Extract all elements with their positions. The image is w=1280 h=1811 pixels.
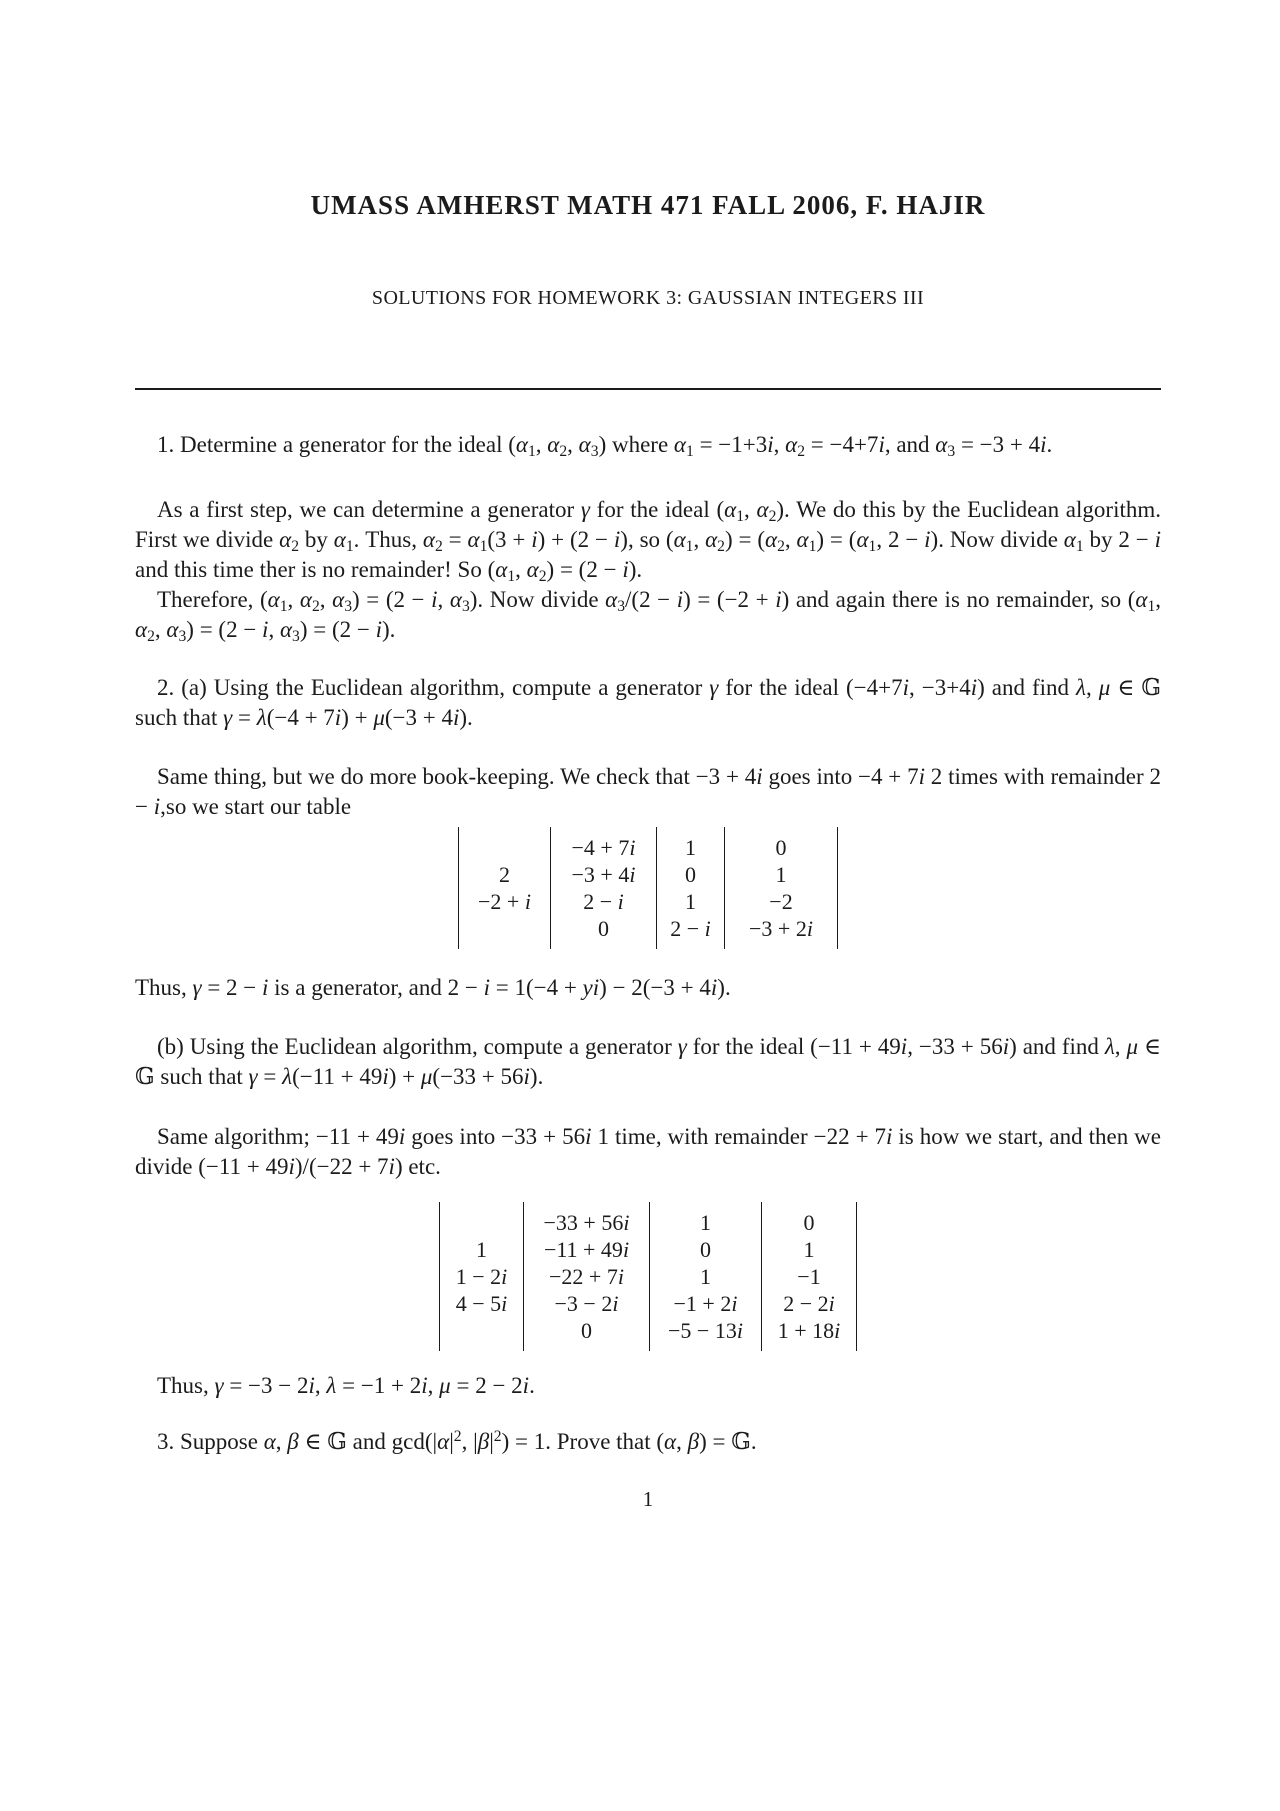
page-number: 1	[642, 1487, 654, 1511]
table-cell: 4 − 5i	[439, 1290, 523, 1317]
table-cell	[458, 827, 550, 861]
solution-2a-intro: Same thing, but we do more book-keeping. We check that −3 + 4i goes into −4 + 7i 2 times with remainder 2 − i,so we start our table	[135, 764, 1161, 819]
table-cell: −1	[761, 1263, 857, 1290]
table-cell: −5 − 13i	[649, 1317, 761, 1351]
table-cell: 0	[656, 861, 724, 888]
table-cell: 2 − i	[550, 888, 656, 915]
table-cell	[458, 915, 550, 949]
table-cell: 2	[458, 861, 550, 888]
table-cell: −4 + 7i	[550, 827, 656, 861]
table-cell: 1	[439, 1236, 523, 1263]
table-cell: −1 + 2i	[649, 1290, 761, 1317]
table-cell: −3 − 2i	[523, 1290, 649, 1317]
euclidean-table-2	[439, 1202, 857, 1351]
table-cell: −3 + 4i	[550, 861, 656, 888]
solution-2b-result: Thus, γ = −3 − 2i, λ = −1 + 2i, μ = 2 − 2i.	[157, 1373, 535, 1398]
problem-1-statement: 1. Determine a generator for the ideal ($\alpha_1$, $\alpha_2$, $\alpha_3$) where $\alpha_1 = -1+3i$, $\alpha_2 = -4+7i$, and $\alpha_3 = -3 + 4i$.	[157, 432, 1053, 461]
solution-2b-intro: Same algorithm; −11 + 49i goes into −33 + 56i 1 time, with remainder −22 + 7i is how we start, and then we divide (−11 + 49i)/(−22 + 7i) etc.	[135, 1124, 1161, 1179]
course-title: UMASS AMHERST MATH 471 FALL 2006, F. HAJIR	[310, 190, 986, 220]
table-cell: 1	[656, 888, 724, 915]
table-cell: 1	[761, 1236, 857, 1263]
table-cell: 1	[656, 827, 724, 861]
solution-2a-result: Thus, γ = 2 − i is a generator, and 2 − i = 1(−4 + yi) − 2(−3 + 4i).	[135, 975, 731, 1000]
table-cell: −11 + 49i	[523, 1236, 649, 1263]
problem-2a-statement: 2. (a) Using the Euclidean algorithm, compute a generator γ for the ideal (−4+7i, −3+4i) and find λ, μ ∈ 𝔾 such that γ = λ(−4 + 7i) + μ(−3 + 4i).	[135, 675, 1162, 730]
header-rule	[135, 388, 1161, 390]
solution-1-paragraph-a: As a first step, we can determine a generator γ for the ideal ($\alpha_1$, $\alpha_2$). We do this by the Euclidean algorithm. First we divide $\alpha_2$ by $\alpha_1$. Thus, $\alpha_2 = \alpha_1(3 + i) + (2 - i)$, so ($\alpha_1$, $\alpha_2) = (\alpha_2$, $\alpha_1) = (\alpha_1$, 2 − i). Now divide $\alpha_1$ by 2 − i and this time ther is no remainder! So ($\alpha_1$, $\alpha_2) = (2 - i)$.	[135, 497, 1162, 586]
table-cell: 0	[550, 915, 656, 949]
table-cell: 2 − 2i	[761, 1290, 857, 1317]
table-cell: −22 + 7i	[523, 1263, 649, 1290]
table-cell	[439, 1202, 523, 1236]
table-cell	[439, 1317, 523, 1351]
euclidean-table-1-wrapper	[135, 827, 1161, 949]
table-cell: 2 − i	[656, 915, 724, 949]
table-cell: 1	[724, 861, 838, 888]
solution-1-paragraph-b: Therefore, ($\alpha_1$, $\alpha_2$, $\alpha_3) = (2 - i$, $\alpha_3$). Now divide $\alpha_3/(2 - i) = (-2 + i)$ and again there is no remainder, so ($\alpha_1$, $\alpha_2$, $\alpha_3) = (2 - i$, $\alpha_3) = (2 - i)$.	[135, 587, 1162, 646]
euclidean-table-1	[458, 827, 838, 949]
table-cell: −2	[724, 888, 838, 915]
table-cell: 1	[649, 1263, 761, 1290]
table-cell: 1	[649, 1202, 761, 1236]
table-cell: 1 + 18i	[761, 1317, 857, 1351]
table-cell: 0	[724, 827, 838, 861]
table-cell: 0	[523, 1317, 649, 1351]
table-cell: −3 + 2i	[724, 915, 838, 949]
table-cell: 0	[649, 1236, 761, 1263]
homework-subtitle: SOLUTIONS FOR HOMEWORK 3: GAUSSIAN INTEGERS III	[371, 287, 925, 309]
table-cell: 1 − 2i	[439, 1263, 523, 1290]
document-body	[135, 0, 1161, 1510]
problem-2b-statement: (b) Using the Euclidean algorithm, compute a generator γ for the ideal (−11 + 49i, −33 + 56i) and find λ, μ ∈ 𝔾 such that γ = λ(−11 + 49i) + μ(−33 + 56i).	[135, 1034, 1161, 1089]
table-cell: −2 + i	[458, 888, 550, 915]
table-cell: −33 + 56i	[523, 1202, 649, 1236]
table-cell: 0	[761, 1202, 857, 1236]
problem-3-statement: 3. Suppose α, β ∈ 𝔾 and $\gcd(|\alpha|^2$, $|\beta|^2) = 1$. Prove that (α, β) = 𝔾.	[157, 1428, 757, 1454]
euclidean-table-2-wrapper	[135, 1202, 1161, 1351]
